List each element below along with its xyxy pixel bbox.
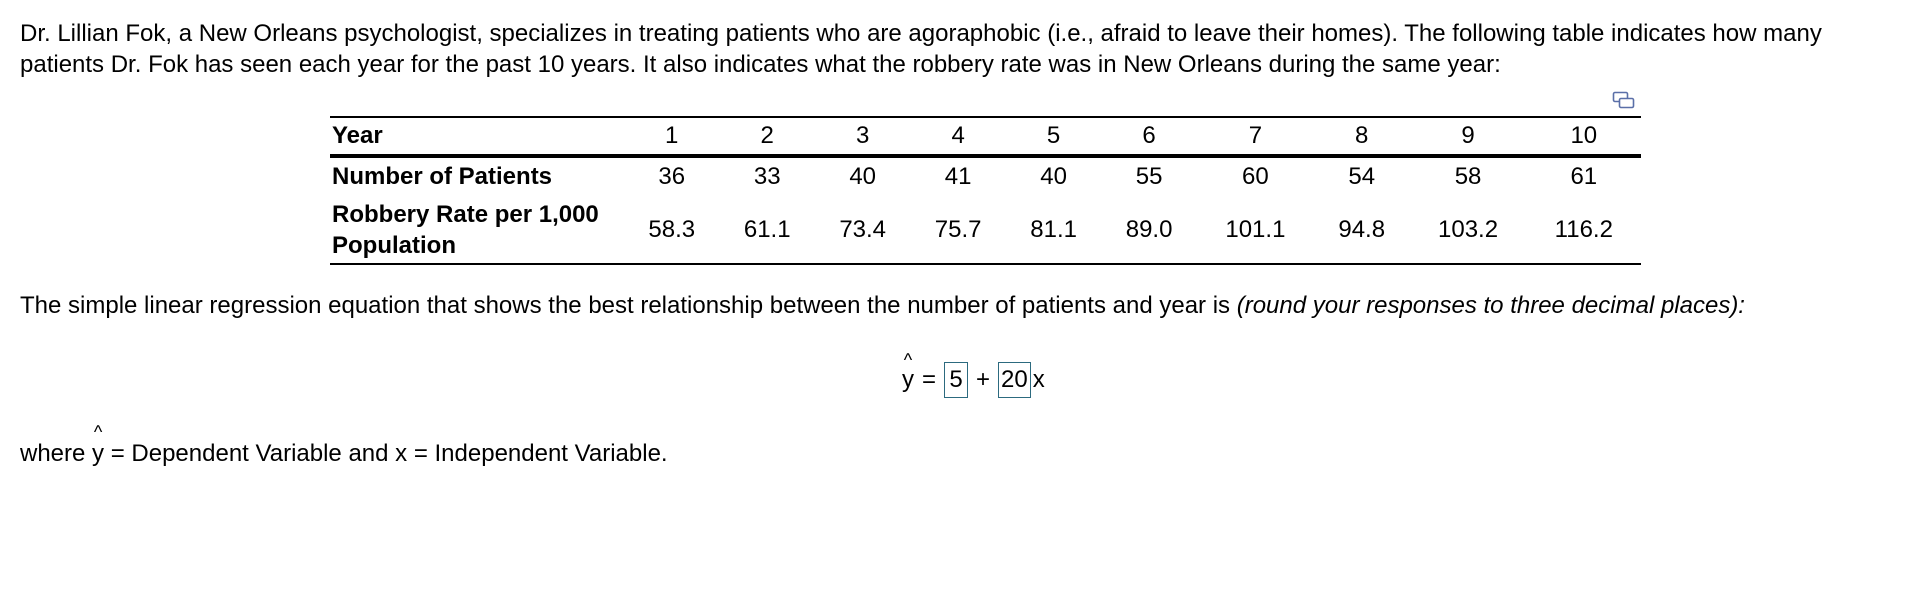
year-cell: 2: [760, 122, 774, 149]
year-cell: 10: [1570, 122, 1598, 149]
patients-row-header: Number of Patients: [332, 163, 553, 190]
y-variable: y: [902, 366, 914, 393]
patients-cell: 55: [1135, 163, 1163, 190]
patients-cell: 41: [944, 163, 972, 190]
year-cell: 6: [1142, 122, 1156, 149]
robbery-cell: 81.1: [1030, 215, 1077, 243]
year-cell: 7: [1248, 122, 1263, 149]
variable-definition: [20, 422, 668, 469]
robbery-row-header: Robbery Rate per 1,000 Population: [332, 200, 599, 259]
patients-cell: 36: [658, 163, 686, 190]
copy-table-icon[interactable]: [1612, 91, 1636, 111]
year-cell: 9: [1461, 122, 1475, 149]
patients-cell: 54: [1348, 163, 1376, 190]
robbery-cell: 103.2: [1438, 215, 1499, 243]
year-cell: 4: [951, 122, 965, 149]
year-cell: 8: [1355, 122, 1369, 149]
robbery-cell: 94.8: [1338, 215, 1386, 243]
equals-sign: =: [922, 366, 937, 393]
robbery-cell: 75.7: [934, 215, 982, 243]
patients-cell: 40: [849, 163, 877, 190]
question-text: [20, 290, 1910, 321]
definition-text: = Dependent Variable and x = Independent Variable.: [110, 440, 668, 467]
robbery-cell: 61.1: [743, 215, 791, 243]
year-header: Year: [332, 122, 383, 149]
question-body: The simple linear regression equation that shows the best relationship between the number of patients and year is: [20, 292, 1237, 319]
table-row: [330, 156, 1641, 196]
table-header-row: [330, 117, 1641, 156]
y-hat-symbol: [92, 422, 105, 469]
problem-statement: Dr. Lillian Fok, a New Orleans psychologist, specializes in treating patients who are agoraphobic (i.e., afraid to leave their homes). The following table indicates how many patients Dr. Fok has seen each year for the past 10 years. It also indicates what the robbery rate was in New Orleans during the same year:: [20, 20, 1822, 78]
robbery-cell: 58.3: [648, 215, 696, 243]
robbery-cell: 116.2: [1554, 215, 1613, 243]
x-variable: x: [1032, 366, 1045, 393]
patients-cell: 40: [1040, 163, 1067, 190]
hat-accent: ^: [93, 422, 103, 442]
patients-cell: 61: [1570, 163, 1598, 190]
year-cell: 3: [855, 122, 870, 149]
year-cell: 5: [1046, 122, 1061, 149]
data-table: [330, 116, 1641, 265]
slope-answer-box[interactable]: 20: [998, 362, 1031, 398]
patients-cell: 60: [1242, 163, 1269, 190]
table-row: [330, 196, 1641, 264]
rounding-instruction: (round your responses to three decimal places):: [1236, 292, 1745, 319]
y-hat-symbol: [902, 350, 914, 394]
intercept-answer-box[interactable]: 5: [944, 362, 968, 398]
where-prefix: where: [20, 440, 86, 467]
robbery-cell: 101.1: [1225, 215, 1286, 243]
robbery-cell: 89.0: [1125, 215, 1173, 243]
robbery-cell: 73.4: [839, 215, 887, 243]
regression-equation: [902, 350, 1045, 400]
patients-cell: 58: [1454, 163, 1482, 190]
plus-sign: +: [976, 366, 991, 393]
year-cell: 1: [665, 122, 679, 149]
y-variable: y: [92, 440, 105, 467]
hat-accent: ^: [903, 350, 913, 370]
patients-cell: 33: [753, 163, 781, 190]
